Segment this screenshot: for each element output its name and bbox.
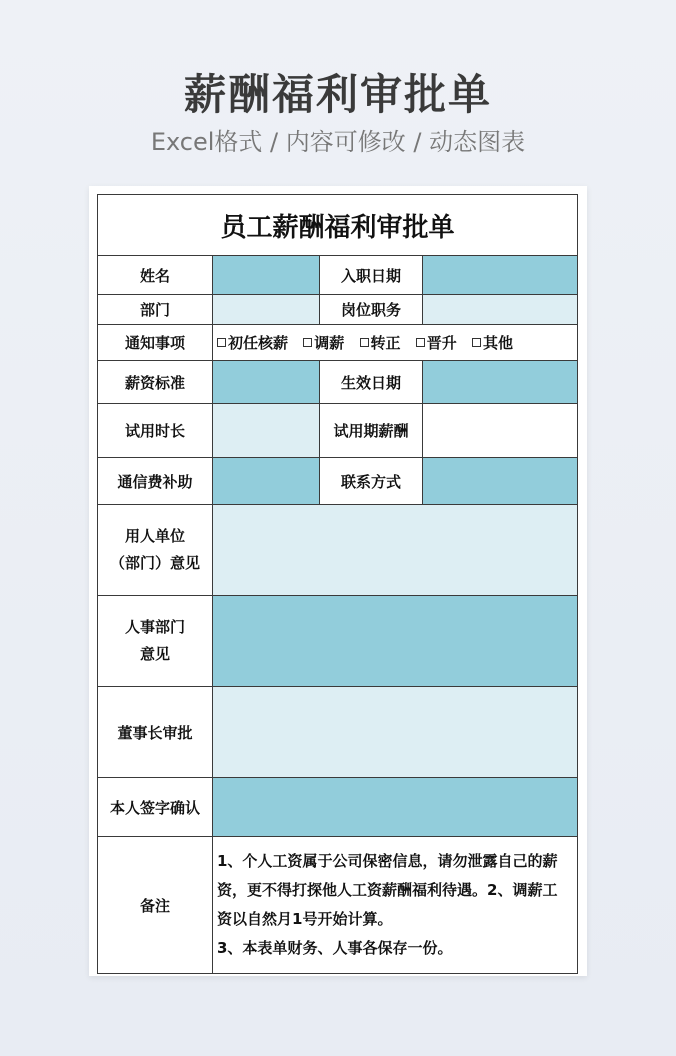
checkbox-icon[interactable]	[303, 338, 312, 347]
hire-date-label: 入职日期	[320, 256, 423, 295]
checkbox-icon[interactable]	[360, 338, 369, 347]
notice-options	[213, 325, 578, 361]
hire-date-input-cell[interactable]	[423, 256, 578, 295]
position-input-cell[interactable]	[423, 295, 578, 325]
salary-standard-input-cell[interactable]	[213, 361, 320, 404]
checkbox-icon[interactable]	[217, 338, 226, 347]
remarks-content	[213, 837, 578, 974]
approval-form-sheet	[89, 186, 587, 976]
approval-form-table	[97, 194, 578, 974]
notice-option-other[interactable]: 其他	[472, 332, 513, 353]
probation-salary-label: 试用期薪酬	[320, 404, 423, 458]
page-subtitle: Excel格式 / 内容可修改 / 动态图表	[150, 128, 526, 156]
contact-input-cell[interactable]	[423, 458, 578, 505]
employer-opinion-label: 用人单位 （部门）意见	[98, 505, 213, 596]
name-label: 姓名	[98, 256, 213, 295]
chairman-approval-label: 董事长审批	[98, 687, 213, 778]
notice-option-regularization[interactable]: 转正	[360, 332, 401, 353]
position-label: 岗位职务	[320, 295, 423, 325]
employer-opinion-input-cell[interactable]	[213, 505, 578, 596]
notice-option-initial-salary[interactable]: 初任核薪	[217, 332, 288, 353]
checkbox-icon[interactable]	[416, 338, 425, 347]
page-title: 薪酬福利审批单	[183, 70, 492, 119]
chairman-approval-input-cell[interactable]	[213, 687, 578, 778]
name-input-cell[interactable]	[213, 256, 320, 295]
hr-opinion-label: 人事部门 意见	[98, 596, 213, 687]
notice-option-salary-adjust[interactable]: 调薪	[303, 332, 344, 353]
self-signature-label: 本人签字确认	[98, 778, 213, 837]
department-input-cell[interactable]	[213, 295, 320, 325]
remarks-label: 备注	[98, 837, 213, 974]
self-signature-input-cell[interactable]	[213, 778, 578, 837]
probation-length-input-cell[interactable]	[213, 404, 320, 458]
remarks-line-2: 3、本表单财务、人事各保存一份。	[217, 939, 453, 957]
form-title: 员工薪酬福利审批单	[98, 195, 578, 256]
salary-standard-label: 薪资标准	[98, 361, 213, 404]
probation-salary-input-cell[interactable]	[423, 404, 578, 458]
contact-label: 联系方式	[320, 458, 423, 505]
telecom-allowance-input-cell[interactable]	[213, 458, 320, 505]
effective-date-label: 生效日期	[320, 361, 423, 404]
checkbox-icon[interactable]	[472, 338, 481, 347]
notice-label: 通知事项	[98, 325, 213, 361]
probation-length-label: 试用时长	[98, 404, 213, 458]
effective-date-input-cell[interactable]	[423, 361, 578, 404]
notice-option-promotion[interactable]: 晋升	[416, 332, 457, 353]
telecom-allowance-label: 通信费补助	[98, 458, 213, 505]
remarks-line-1: 1、个人工资属于公司保密信息，请勿泄露自己的薪资，更不得打探他人工资薪酬福利待遇。2、调薪工资以自然月1号开始计算。	[217, 852, 558, 928]
hr-opinion-input-cell[interactable]	[213, 596, 578, 687]
department-label: 部门	[98, 295, 213, 325]
